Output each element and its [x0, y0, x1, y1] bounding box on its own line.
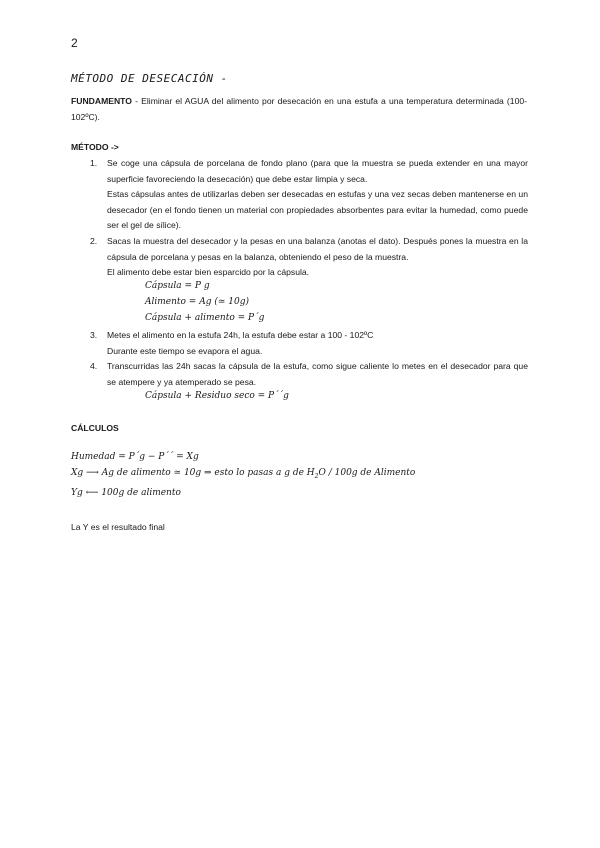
step-number: 3. — [90, 330, 98, 340]
step-text: El alimento debe estar bien esparcido por la cápsula. — [107, 267, 310, 277]
step-text: Metes el alimento en la estufa 24h, la estufa debe estar a 100 - 102ºC — [107, 330, 374, 340]
step-number: 1. — [90, 158, 98, 168]
step-text: Durante este tiempo se evapora el agua. — [107, 345, 263, 356]
formula-residuo-seco: Cápsula + Residuo seco = P´´g — [145, 391, 289, 401]
calc-yg: Yg ⟵ 100g de alimento — [71, 488, 181, 498]
fundamento-label: FUNDAMENTO — [71, 96, 132, 106]
calc-xg-a: Xg ⟶ Ag de alimento ≃ 10g ⇒ esto lo pasas a g de H — [71, 468, 315, 478]
step-2 — [92, 234, 528, 281]
formula-capsula-alimento: Cápsula + alimento = P´g — [145, 313, 265, 323]
fundamento-text: - Eliminar el AGUA del alimento por desecación en una estufa a una temperatura determinada (100-102ºC). — [71, 96, 527, 122]
page-number: 2 — [71, 36, 78, 50]
calc-humedad: Humedad = P´g − P´´ = Xg — [71, 452, 199, 462]
step-3 — [92, 328, 528, 359]
step-text: Transcurridas las 24h sacas la cápsula de la estufa, como sigue caliente lo metes en el desecador para que se atempere y ya atemperado se pesa. — [107, 361, 528, 387]
formula-alimento: Alimento = Ag (≃ 10g) — [145, 297, 249, 307]
final-note: La Y es el resultado final — [71, 522, 165, 532]
calculos-title: CÁLCULOS — [71, 423, 119, 433]
step-text: Se coge una cápsula de porcelana de fondo plano (para que la muestra se pueda extender en una mayor superficie favoreciendo la desecación) que debe estar limpia y seca. — [107, 158, 528, 184]
formula-capsula: Cápsula = P g — [145, 281, 210, 291]
calc-xg-b: O / 100g de Alimento — [318, 468, 416, 478]
step-number: 2. — [90, 236, 98, 246]
step-1 — [92, 156, 528, 234]
step-text: Estas cápsulas antes de utilizarlas deben ser desecadas en estufas y una vez secas deben mantenerse en un desecador (en el fondo tienen un material con propiedades absorbentes para evitar la humedad, como puede ser el gel de sílice). — [107, 189, 528, 230]
step-number: 4. — [90, 361, 98, 371]
section-title: MÉTODO DE DESECACIÓN - — [71, 72, 228, 85]
step-4 — [92, 359, 528, 390]
step-text: Sacas la muestra del desecador y la pesas en una balanza (anotas el dato). Después pones la muestra en la cápsula de porcelana y pesas en la balanza, obteniendo el peso de la muestra. — [107, 236, 528, 262]
metodo-label: MÉTODO -> — [71, 142, 119, 152]
calc-xg — [71, 468, 415, 478]
fundamento-paragraph — [71, 94, 527, 125]
calc-xg-sub: 2 — [314, 473, 319, 480]
